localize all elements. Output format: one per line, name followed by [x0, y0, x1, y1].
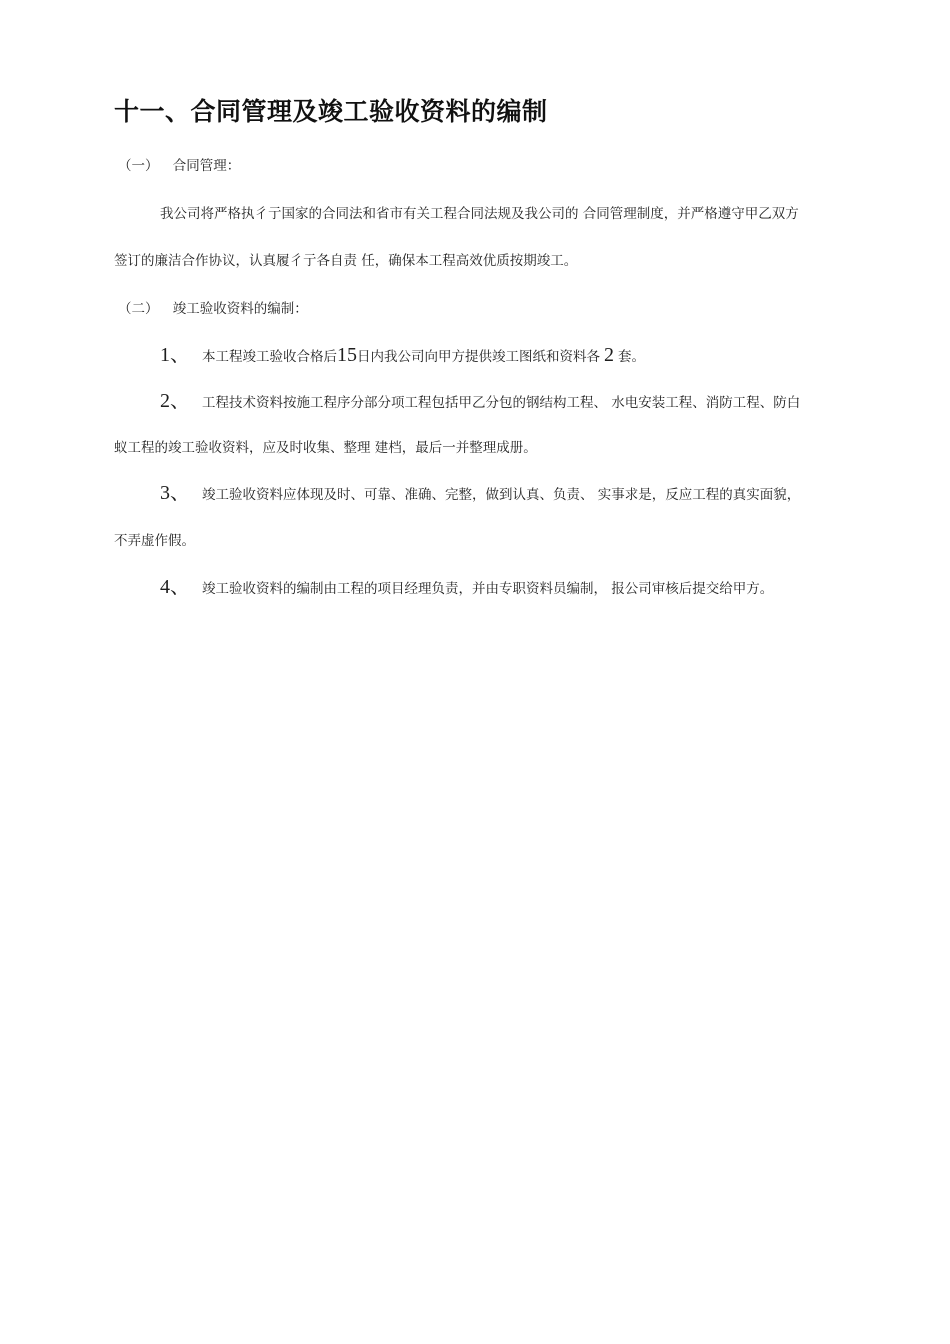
item-1-text-c: 套。	[618, 349, 645, 365]
item-1-days: 15	[337, 344, 357, 366]
section-2-label: （二）	[118, 301, 159, 317]
item-2-number: 2、	[160, 390, 190, 412]
item-1-text-b: 日内我公司向甲方提供竣工图纸和资料各	[357, 349, 600, 365]
item-1-sets: 2	[604, 344, 614, 366]
item-2-line-2: 蚁工程的竣工验收资料，应及时收集、整理 建档，最后一并整理成册。	[114, 440, 537, 456]
item-2-line-1	[160, 384, 800, 413]
page-title: 十一、合同管理及竣工验收资料的编制	[114, 97, 548, 126]
item-1	[160, 338, 645, 367]
item-3-number: 3、	[160, 482, 190, 504]
item-4-number: 4、	[160, 576, 190, 598]
item-3-line-1	[160, 476, 800, 505]
item-1-number: 1、	[160, 344, 190, 366]
section-2-heading	[118, 297, 308, 317]
section-2-title: 竣工验收资料的编制：	[172, 301, 308, 317]
item-3-text-1: 竣工验收资料应体现及时、可靠、准确、完整，做到认真、负责、 实事求是，反应工程的真实面貌，	[202, 487, 801, 503]
section-1-para-line-2: 签订的廉洁合作协议，认真履彳亍各自责 任，确保本工程高效优质按期竣工。	[114, 253, 578, 269]
item-2-text-1: 工程技术资料按施工程序分部分项工程包括甲乙分包的钢结构工程、 水电安装工程、消防工程、防白	[202, 395, 801, 411]
item-1-text-a: 本工程竣工验收合格后	[202, 349, 337, 365]
section-1-heading	[118, 154, 240, 174]
item-4-line-1	[160, 570, 773, 599]
section-1-label: （一）	[118, 158, 159, 174]
section-1-title: 合同管理：	[172, 158, 241, 174]
section-1-para-line-1: 我公司将严格执彳亍国家的合同法和省市有关工程合同法规及我公司的 合同管理制度，并严格遵守甲乙双方	[160, 206, 799, 222]
item-4-text-1: 竣工验收资料的编制由工程的项目经理负责，并由专职资料员编制， 报公司审核后提交给甲方。	[202, 581, 774, 597]
item-3-line-2: 不弄虚作假。	[114, 533, 195, 549]
